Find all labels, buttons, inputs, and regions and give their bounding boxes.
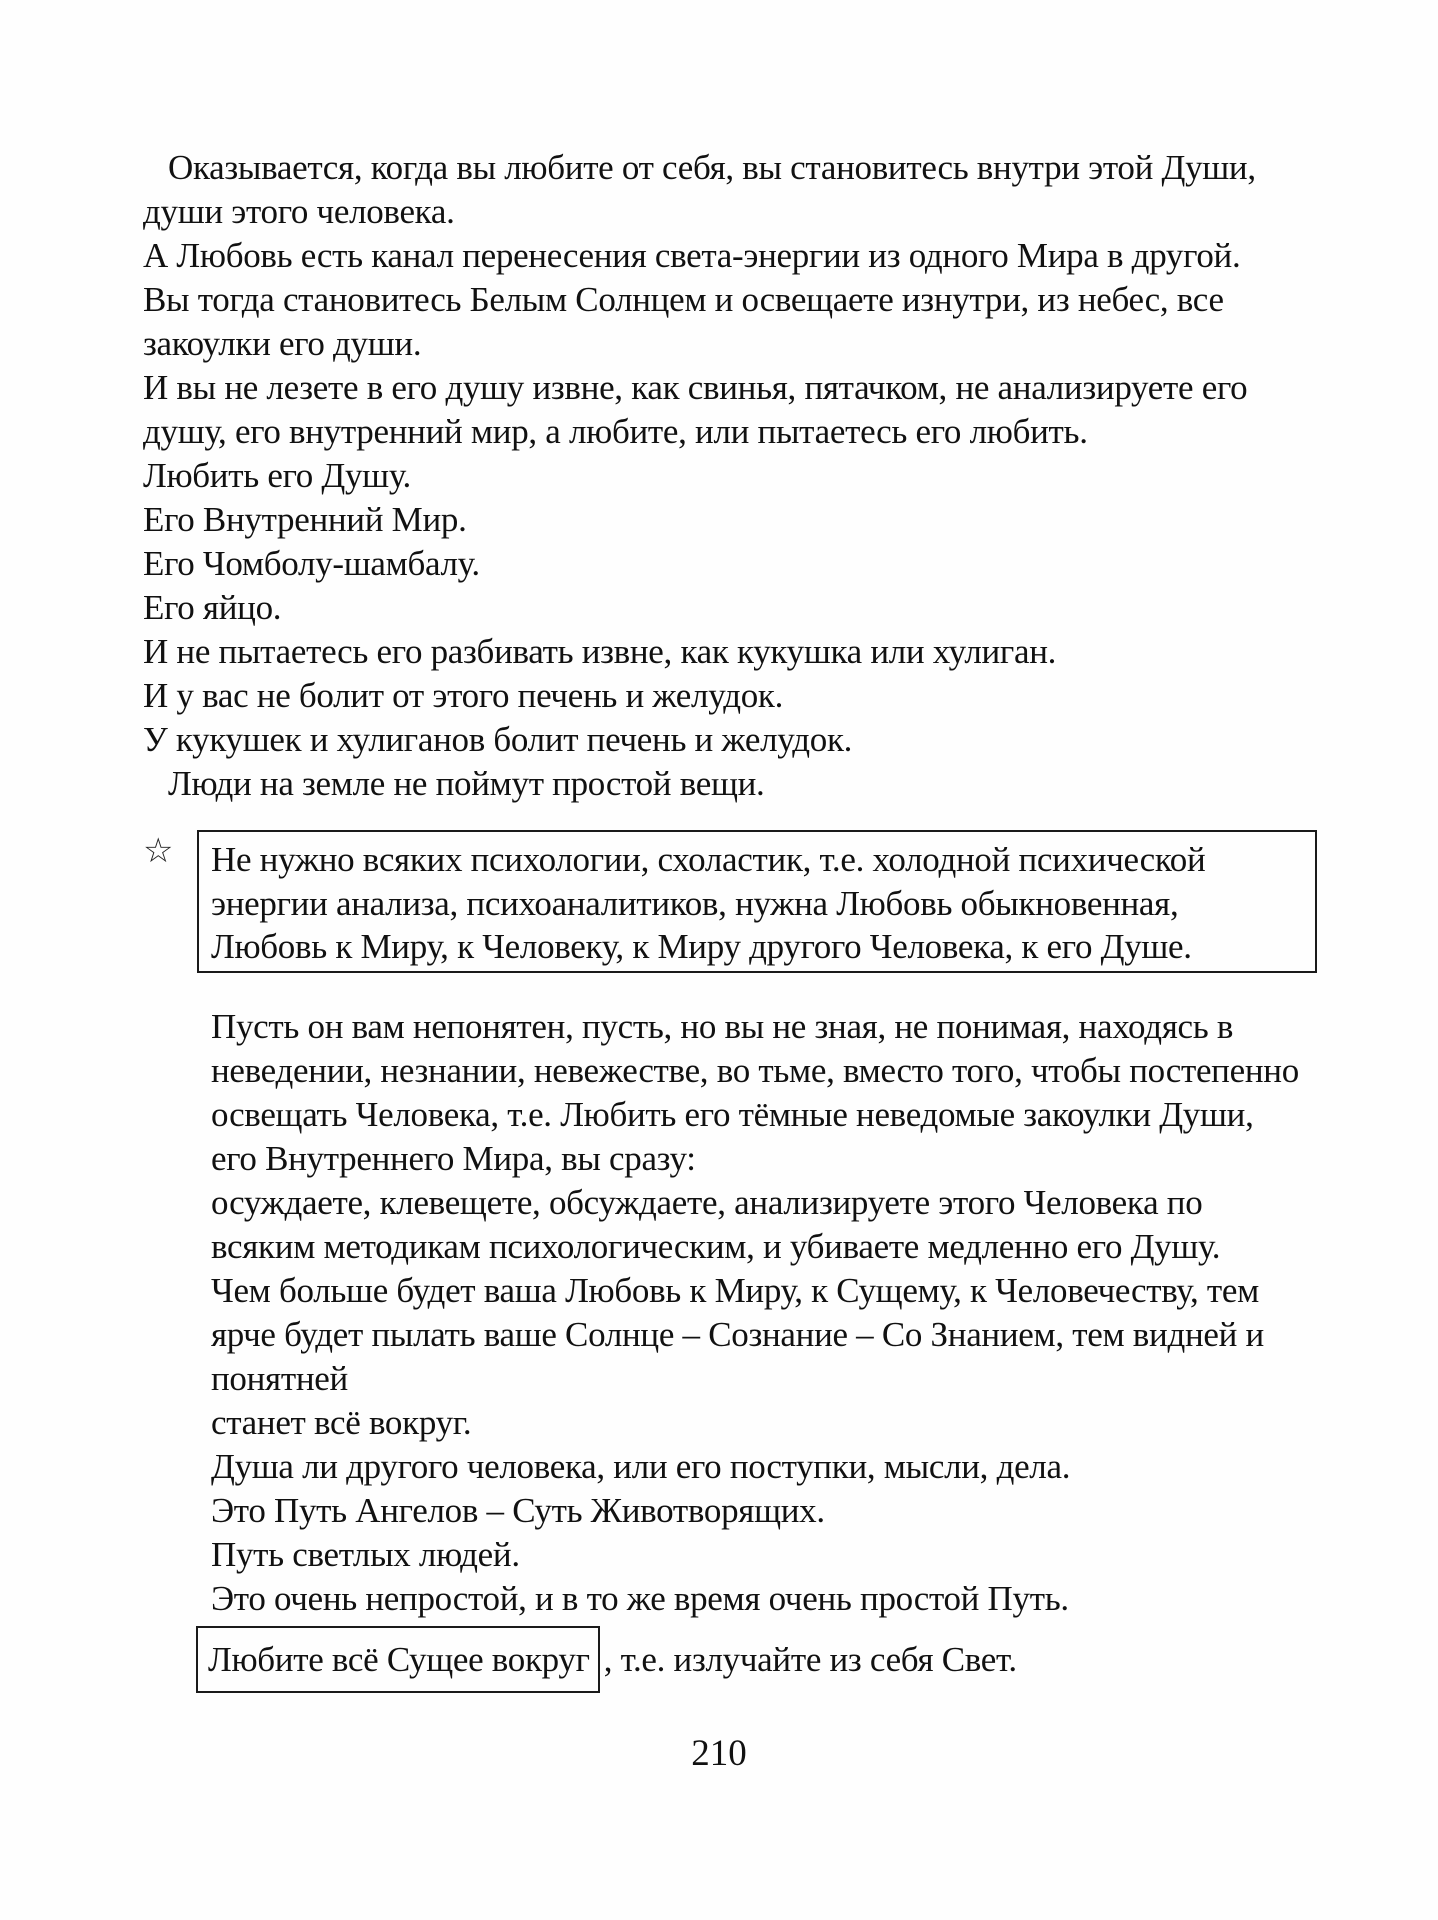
text-line: Любить его Душу. bbox=[143, 456, 411, 495]
text-line: Пусть он вам непонятен, пусть, но вы не зная, не понимая, находясь в bbox=[211, 1007, 1234, 1046]
text-line: И не пытаетесь его разбивать извне, как кукушка или хулиган. bbox=[143, 632, 1057, 671]
page-number: 210 bbox=[691, 1733, 747, 1774]
text-line: Чем больше будет ваша Любовь к Миру, к Сущему, к Человечеству, тем bbox=[211, 1271, 1259, 1310]
boxed-note-line: Любовь к Миру, к Человеку, к Миру другого Человека, к его Душе. bbox=[211, 927, 1192, 966]
text-line: Его Чомболу-шамбалу. bbox=[143, 544, 480, 583]
text-line: Вы тогда становитесь Белым Солнцем и освещаете изнутри, из небес, все bbox=[143, 280, 1224, 319]
text-line: осуждаете, клевещете, обсуждаете, анализируете этого Человека по bbox=[211, 1183, 1203, 1222]
text-line: Оказывается, когда вы любите от себя, вы становитесь внутри этой Души, bbox=[168, 148, 1256, 187]
closing-statement bbox=[196, 1626, 1017, 1693]
boxed-phrase: Любите всё Сущее вокруг bbox=[196, 1626, 600, 1693]
text-line: всяким методикам психологическим, и убиваете медленно его Душу. bbox=[211, 1227, 1221, 1266]
boxed-note bbox=[197, 830, 1317, 973]
star-icon: ☆ bbox=[143, 833, 174, 870]
text-line: освещать Человека, т.е. Любить его тёмные неведомые закоулки Души, bbox=[211, 1095, 1254, 1134]
text-line: его Внутреннего Мира, вы сразу: bbox=[211, 1139, 696, 1178]
text-line: Душа ли другого человека, или его поступки, мысли, дела. bbox=[211, 1447, 1071, 1486]
closing-text: , т.е. излучайте из себя Свет. bbox=[603, 1639, 1017, 1679]
text-line: А Любовь есть канал перенесения света-энергии из одного Мира в другой. bbox=[143, 236, 1241, 275]
text-line: Люди на земле не поймут простой вещи. bbox=[168, 764, 765, 803]
text-line: Это Путь Ангелов – Суть Животворящих. bbox=[211, 1491, 825, 1530]
text-line: Его Внутренний Мир. bbox=[143, 500, 467, 539]
boxed-note-line: Не нужно всяких психологии, схоластик, т.е. холодной психической bbox=[211, 840, 1206, 879]
text-line: И у вас не болит от этого печень и желудок. bbox=[143, 676, 784, 715]
text-line: понятней bbox=[211, 1359, 348, 1398]
text-line: Путь светлых людей. bbox=[211, 1535, 520, 1574]
text-line: И вы не лезете в его душу извне, как свинья, пятачком, не анализируете его bbox=[143, 368, 1248, 407]
text-line: души этого человека. bbox=[143, 192, 455, 231]
text-line: ярче будет пылать ваше Солнце – Сознание – Со Знанием, тем видней и bbox=[211, 1315, 1264, 1354]
text-line: закоулки его души. bbox=[143, 324, 422, 363]
boxed-note-line: энергии анализа, психоаналитиков, нужна Любовь обыкновенная, bbox=[211, 884, 1179, 923]
text-line: Это очень непростой, и в то же время очень простой Путь. bbox=[211, 1579, 1069, 1618]
text-line: У кукушек и хулиганов болит печень и желудок. bbox=[143, 720, 853, 759]
text-line: неведении, незнании, невежестве, во тьме, вместо того, чтобы постепенно bbox=[211, 1051, 1299, 1090]
text-line: душу, его внутренний мир, а любите, или пытаетесь его любить. bbox=[143, 412, 1088, 451]
text-line: станет всё вокруг. bbox=[211, 1403, 472, 1442]
text-line: Его яйцо. bbox=[143, 588, 282, 627]
